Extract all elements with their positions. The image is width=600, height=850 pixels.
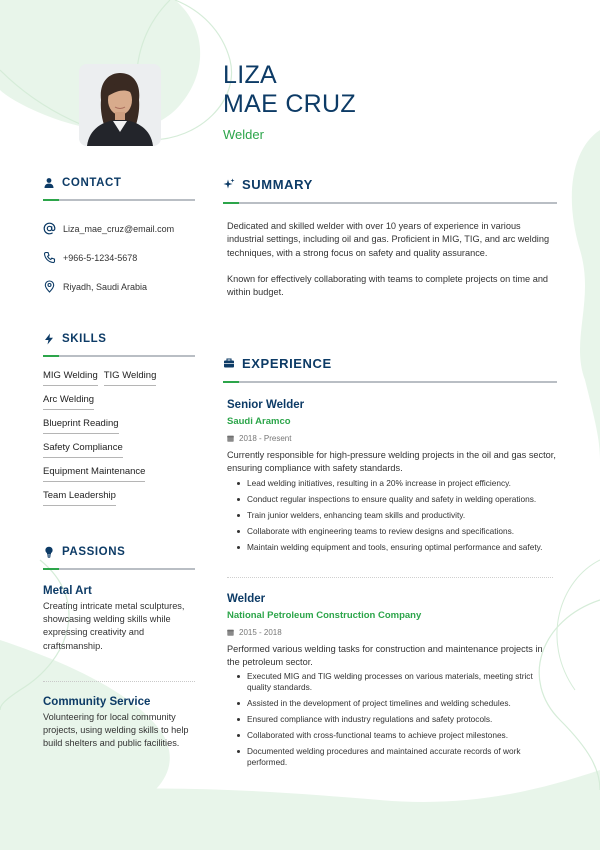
job-entry bbox=[223, 399, 557, 553]
summary-section bbox=[223, 175, 557, 299]
last-name: MAE CRUZ bbox=[223, 90, 356, 118]
first-name: LIZA bbox=[223, 61, 277, 89]
summary-body bbox=[223, 220, 557, 299]
job-entry bbox=[223, 593, 557, 769]
section-divider bbox=[43, 568, 195, 570]
skills-list bbox=[43, 369, 195, 513]
passion-description: Volunteering for local community projects, using welding skills to help build shelters and public facilities. bbox=[43, 711, 189, 749]
job-dates bbox=[227, 434, 557, 443]
passions-heading-label: PASSIONS bbox=[62, 546, 126, 558]
skill-tag: Equipment Maintenance bbox=[43, 465, 145, 482]
passion-description: Creating intricate metal sculptures, showcasing welding skills while expressing creativity and craftsmanship. bbox=[43, 601, 185, 651]
sparkle-icon bbox=[223, 178, 235, 190]
skill-tag: Team Leadership bbox=[43, 489, 116, 506]
summary-heading-label: SUMMARY bbox=[242, 176, 313, 192]
job-bullet: Collaborate with engineering teams to review designs and specifications. bbox=[235, 526, 557, 537]
portrait-image bbox=[79, 64, 161, 146]
job-description: Currently responsible for high-pressure welding projects in the oil and gas sector, ensuring compliance with safety standards. bbox=[227, 450, 556, 474]
contact-heading bbox=[43, 175, 195, 191]
section-divider bbox=[223, 381, 557, 383]
job-bullet: Train junior welders, enhancing team skills and productivity. bbox=[235, 510, 557, 521]
job-bullet: Executed MIG and TIG welding processes on various materials, meeting strict quality standards. bbox=[235, 671, 557, 693]
job-description: Performed various welding tasks for construction and maintenance projects in the petroleum sector. bbox=[227, 643, 543, 667]
job-dates-text: 2015 - 2018 bbox=[239, 627, 282, 637]
section-divider bbox=[223, 202, 557, 204]
lightbulb-icon bbox=[43, 546, 55, 558]
phone-icon bbox=[43, 251, 56, 264]
summary-paragraph: Dedicated and skilled welder with over 10 years of experience in various industrial settings, including oil and gas. Proficient in MIG, TIG, and arc welding techniques, with a strong focus on safety and quality assurance. bbox=[227, 221, 550, 258]
summary-paragraph: Known for effectively collaborating with teams to complete projects on time and within budget. bbox=[227, 273, 549, 298]
skill-tag: TIG Welding bbox=[104, 369, 157, 386]
contact-list bbox=[43, 214, 195, 301]
job-dates bbox=[227, 628, 557, 637]
job-bullet: Conduct regular inspections to ensure quality and safety in welding operations. bbox=[235, 494, 557, 505]
job-role: Welder bbox=[223, 127, 264, 142]
job-bullet: Documented welding procedures and maintained accurate records of work performed. bbox=[235, 746, 557, 768]
contact-phone[interactable] bbox=[43, 243, 195, 272]
job-company: Saudi Aramco bbox=[227, 416, 291, 427]
at-sign-icon bbox=[43, 222, 56, 235]
job-company: National Petroleum Construction Company bbox=[227, 609, 422, 621]
bolt-icon bbox=[43, 333, 55, 345]
calendar-icon bbox=[227, 435, 234, 442]
summary-heading bbox=[223, 175, 557, 193]
skills-heading-label: SKILLS bbox=[62, 333, 107, 345]
contact-section bbox=[43, 175, 195, 301]
profile-photo bbox=[79, 64, 161, 146]
section-divider bbox=[43, 199, 195, 201]
passion-divider bbox=[43, 681, 195, 682]
job-bullet-list bbox=[223, 478, 557, 553]
contact-email-text: Liza_mae_cruz@email.com bbox=[63, 223, 175, 234]
person-icon bbox=[43, 177, 55, 189]
skill-tag: Safety Compliance bbox=[43, 441, 123, 458]
job-bullet-list bbox=[223, 671, 557, 768]
experience-heading bbox=[223, 354, 557, 372]
contact-location bbox=[43, 272, 195, 301]
contact-heading-label: CONTACT bbox=[62, 177, 122, 189]
passion-title: Metal Art bbox=[43, 585, 92, 597]
job-bullet: Collaborated with cross-functional teams to achieve project milestones. bbox=[235, 730, 557, 741]
job-bullet: Ensured compliance with industry regulations and safety protocols. bbox=[235, 714, 557, 725]
skills-heading bbox=[43, 331, 195, 347]
passions-heading bbox=[43, 544, 195, 560]
skill-tag: Blueprint Reading bbox=[43, 417, 119, 434]
briefcase-icon bbox=[223, 357, 235, 369]
contact-email[interactable] bbox=[43, 214, 195, 243]
job-bullet: Maintain welding equipment and tools, ensuring optimal performance and safety. bbox=[235, 542, 557, 553]
passion-title: Community Service bbox=[43, 695, 151, 708]
location-pin-icon bbox=[43, 280, 56, 293]
job-title: Senior Welder bbox=[227, 399, 305, 411]
job-divider bbox=[227, 577, 553, 578]
job-title: Welder bbox=[227, 592, 266, 605]
calendar-icon bbox=[227, 629, 234, 636]
job-dates-text: 2018 - Present bbox=[239, 434, 292, 443]
section-divider bbox=[43, 355, 195, 357]
job-bullet: Lead welding initiatives, resulting in a 20% increase in project efficiency. bbox=[235, 478, 557, 489]
skill-tag: Arc Welding bbox=[43, 393, 94, 410]
job-bullet: Assisted in the development of project timelines and welding schedules. bbox=[235, 698, 557, 709]
skill-tag: MIG Welding bbox=[43, 369, 98, 386]
contact-phone-text: +966-5-1234-5678 bbox=[63, 252, 138, 263]
candidate-name bbox=[223, 61, 356, 119]
skills-section bbox=[43, 331, 195, 513]
contact-location-text: Riyadh, Saudi Arabia bbox=[63, 281, 148, 292]
passions-section bbox=[43, 544, 195, 750]
experience-heading-label: EXPERIENCE bbox=[242, 355, 332, 371]
experience-section bbox=[223, 354, 557, 768]
